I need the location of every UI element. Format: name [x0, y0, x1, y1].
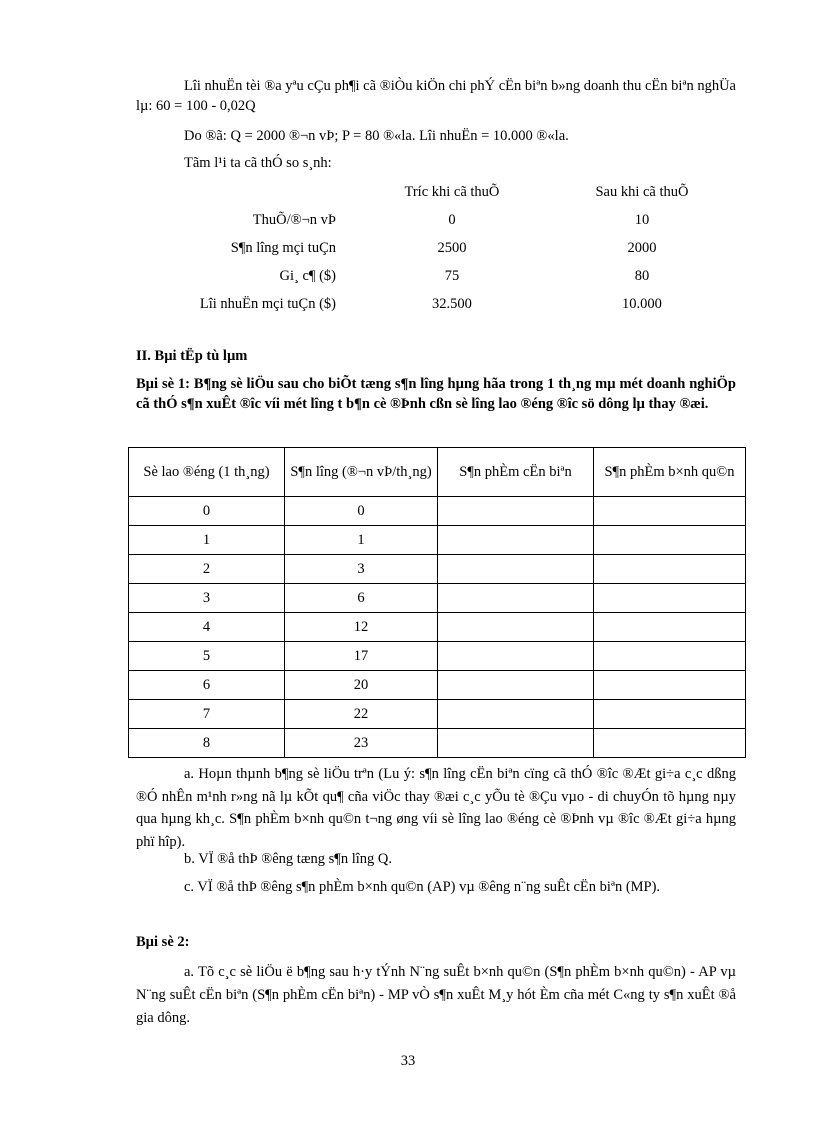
table-cell: Gi¸ c¶ ($)	[279, 268, 336, 284]
table-cell	[438, 497, 594, 526]
table-row	[129, 584, 746, 613]
table-cell: 2500	[437, 240, 467, 256]
exercise-1-table	[128, 447, 746, 758]
table-cell: 1	[285, 526, 438, 555]
table-cell: 22	[285, 700, 438, 729]
table-cell: 80	[634, 268, 650, 284]
table-cell: Lîi nhuËn mçi tuÇn ($)	[199, 296, 336, 312]
table-row	[136, 262, 736, 290]
table-header-row	[129, 448, 746, 497]
exercise-2-question-a: a. Tõ c¸c sè liÖu ë b¶ng sau h·y tÝnh N¨ng suÊt b×nh qu©n (S¶n phÈm b×nh qu©n) - AP vµ N¨ng suÊt cËn biªn (S¶n phÈm cËn biªn) - MP vÒ s¶n xuÊt M¸y hót Èm cña mét C«ng ty s¶n xuÊt ®å gia dông.	[136, 964, 736, 1026]
page-number: 33	[400, 1053, 416, 1069]
exercise-1-title: Bµi sè 1: B¶ng sè liÖu sau cho biÕt tæng s¶n lîng hµng hãa trong 1 th¸ng mµ mét doanh nghiÖp cã thÓ s¶n xuÊt ®îc víi mét lîng t b¶n cè ®Þnh cßn sè lîng lao ®éng ®îc sö dông lµ thay ®æi.	[136, 376, 736, 412]
exercise-1-question-a: a. Hoµn thµnh b¶ng sè liÖu trªn (Lu ý: s¶n lîng cËn biªn cïng cã thÓ ®îc ®Æt gi÷a c¸c dßng ®Ó nhÊn m¹nh r»ng nã lµ kÕt qu¶ cña viÖc thay ®æi c¸c yÕu tè ®Çu vµo - di chuyÓn tõ hµng nµy qua hµng kh¸c. S¶n phÈm b×nh qu©n t¬ng øng víi sè lîng lao ®éng cè ®Þnh vµ ®îc ®Æt gi÷a hµng phï hîp).	[136, 766, 736, 850]
table-header: Sau khi cã thuÕ	[595, 184, 689, 200]
table-header: Tríc khi cã thuÕ	[404, 184, 500, 200]
table-row	[136, 178, 736, 206]
table-cell	[438, 613, 594, 642]
table-cell	[438, 729, 594, 758]
table-cell: 75	[444, 268, 460, 284]
table-cell: 4	[129, 613, 285, 642]
table-cell: 10.000	[622, 296, 662, 312]
table-cell: 1	[129, 526, 285, 555]
table-cell: 8	[129, 729, 285, 758]
exercise-2-title: Bµi sè 2:	[136, 934, 190, 950]
table-cell: 0	[285, 497, 438, 526]
table-cell: S¶n lîng mçi tuÇn	[230, 240, 336, 256]
intro-paragraph-2: Do ®ã: Q = 2000 ®¬n vÞ; P = 80 ®«la. Lîi nhuËn = 10.000 ®«la.	[184, 128, 569, 144]
table-cell	[438, 526, 594, 555]
table-cell: 2	[129, 555, 285, 584]
table-row	[129, 613, 746, 642]
table-cell: 3	[129, 584, 285, 613]
table-cell	[594, 497, 746, 526]
table-row	[129, 729, 746, 758]
table-cell	[594, 671, 746, 700]
exercise-1-question-b: b. VÏ ®å thÞ ®êng tæng s¶n lîng Q.	[184, 851, 392, 867]
table-row	[129, 555, 746, 584]
table-row	[129, 642, 746, 671]
table-row	[136, 206, 736, 234]
intro-paragraph-3: Tãm l¹i ta cã thÓ so s¸nh:	[184, 155, 332, 171]
table-cell	[438, 642, 594, 671]
table-header: S¶n phÈm cËn biªn	[438, 448, 594, 497]
table-cell	[594, 555, 746, 584]
table-cell: 3	[285, 555, 438, 584]
table-cell: 7	[129, 700, 285, 729]
table-cell	[594, 642, 746, 671]
table-cell: 12	[285, 613, 438, 642]
table-cell: 10	[634, 212, 650, 228]
table-header: S¶n phÈm b×nh qu©n	[594, 448, 746, 497]
exercise-1-question-c: c. VÏ ®å thÞ ®êng s¶n phÈm b×nh qu©n (AP) vµ ®êng n¨ng suÊt cËn biªn (MP).	[184, 879, 661, 895]
table-header: Sè lao ®éng (1 th¸ng)	[129, 448, 285, 497]
table-cell	[136, 178, 356, 206]
table-row	[129, 497, 746, 526]
table-row	[129, 526, 746, 555]
table-cell	[594, 729, 746, 758]
comparison-table	[136, 178, 736, 318]
intro-paragraph-1: Lîi nhuËn tèi ®a yªu cÇu ph¶i cã ®iÒu kiÖn chi phÝ cËn biªn b»ng doanh thu cËn biªn nghÜa lµ: 60 = 100 - 0,02Q	[136, 78, 736, 114]
table-cell: 0	[129, 497, 285, 526]
table-row	[129, 671, 746, 700]
table-cell	[438, 671, 594, 700]
table-cell: 17	[285, 642, 438, 671]
table-cell: 32.500	[432, 296, 472, 312]
table-cell: 6	[129, 671, 285, 700]
table-row	[136, 234, 736, 262]
table-cell	[438, 584, 594, 613]
table-cell	[594, 700, 746, 729]
table-cell: 5	[129, 642, 285, 671]
table-row	[136, 290, 736, 318]
table-cell	[594, 584, 746, 613]
table-cell	[594, 613, 746, 642]
table-header: S¶n lîng (®¬n vÞ/th¸ng)	[285, 448, 438, 497]
table-cell: 20	[285, 671, 438, 700]
table-cell: 23	[285, 729, 438, 758]
table-cell: ThuÕ/®¬n vÞ	[252, 212, 336, 228]
table-cell	[594, 526, 746, 555]
table-row	[129, 700, 746, 729]
table-cell: 2000	[627, 240, 657, 256]
table-cell: 0	[448, 212, 456, 228]
table-cell	[438, 555, 594, 584]
table-cell: 6	[285, 584, 438, 613]
section-title: II. Bµi tËp tù lµm	[136, 348, 248, 364]
table-cell	[438, 700, 594, 729]
